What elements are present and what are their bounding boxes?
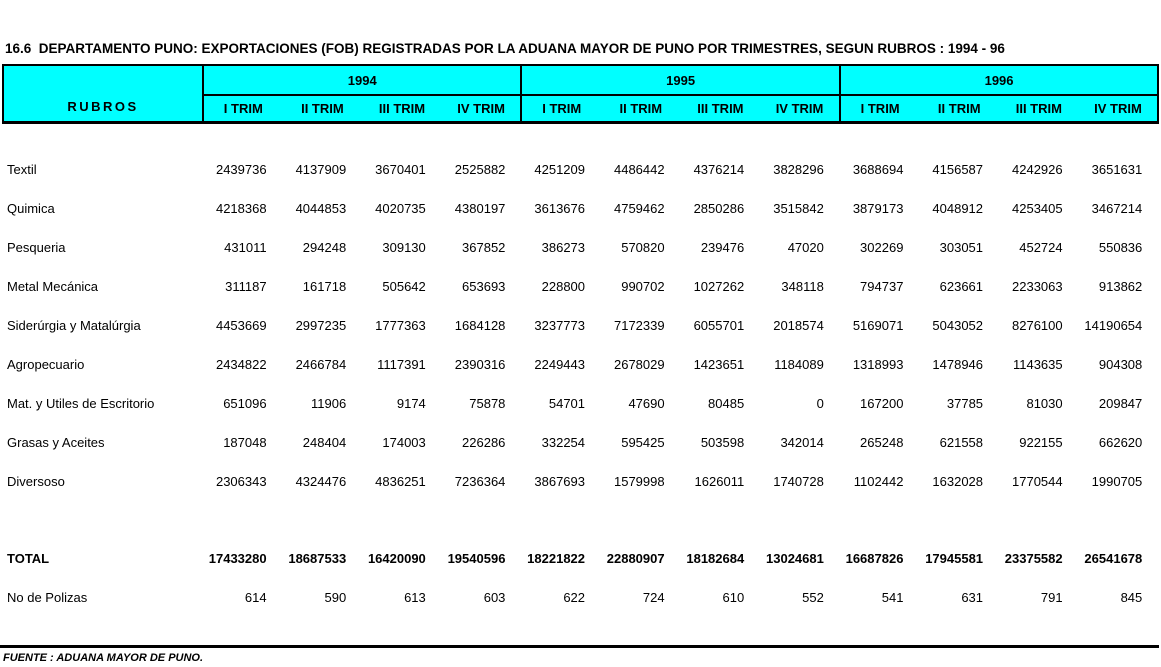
value-cell: 209847 xyxy=(1098,396,1143,411)
rubro-row xyxy=(3,189,1158,228)
value-cell: 342014 xyxy=(780,435,824,450)
rubro-row xyxy=(3,384,1158,423)
value-cell: 348118 xyxy=(781,279,824,294)
value-cell: 570820 xyxy=(621,240,665,255)
value-cell: 6055701 xyxy=(693,318,745,333)
value-cell: 9174 xyxy=(396,396,426,411)
value-cell: 4324476 xyxy=(295,474,347,489)
quarter-header-1996-4: IV TRIM xyxy=(1079,95,1159,122)
value-cell: 3828296 xyxy=(773,162,824,177)
value-cell: 18687533 xyxy=(288,551,347,566)
value-cell: 4242926 xyxy=(1012,162,1063,177)
row-label: Pesqueria xyxy=(7,240,66,255)
value-cell: 541 xyxy=(881,590,904,605)
value-cell: 248404 xyxy=(302,435,347,450)
value-cell: 226286 xyxy=(462,435,506,450)
value-cell: 5043052 xyxy=(932,318,984,333)
value-cell: 1318993 xyxy=(852,357,904,372)
value-cell: 631 xyxy=(961,590,984,605)
value-cell: 17945581 xyxy=(925,551,984,566)
value-cell: 54701 xyxy=(548,396,586,411)
value-cell: 431011 xyxy=(224,240,267,255)
value-cell: 14190654 xyxy=(1084,318,1143,333)
value-cell: 622 xyxy=(563,590,586,605)
quarter-header-1996-1: I TRIM xyxy=(840,95,920,122)
value-cell: 791 xyxy=(1040,590,1063,605)
value-cell: 13024681 xyxy=(766,551,824,566)
value-cell: 311187 xyxy=(225,279,267,294)
value-cell: 2306343 xyxy=(215,474,267,489)
row-label: Mat. y Utiles de Escritorio xyxy=(7,396,155,411)
value-cell: 623661 xyxy=(939,279,984,294)
value-cell: 303051 xyxy=(939,240,984,255)
rubro-row xyxy=(3,345,1158,384)
value-cell: 3879173 xyxy=(852,201,904,216)
value-cell: 386273 xyxy=(541,240,586,255)
value-cell: 19540596 xyxy=(447,551,506,566)
row-label: Grasas y Aceites xyxy=(7,435,105,450)
quarter-header-1994-1: I TRIM xyxy=(203,95,283,122)
value-cell: 75878 xyxy=(469,396,506,411)
value-cell: 174003 xyxy=(382,435,426,450)
value-cell: 4048912 xyxy=(932,201,984,216)
quarter-header-1995-1: I TRIM xyxy=(521,95,601,122)
rubros-column-header: RUBROS xyxy=(3,65,203,122)
value-cell: 603 xyxy=(483,590,506,605)
value-cell: 7236364 xyxy=(454,474,506,489)
value-cell: 47020 xyxy=(787,240,824,255)
value-cell: 1770544 xyxy=(1012,474,1063,489)
value-cell: 503598 xyxy=(700,435,745,450)
row-label: Agropecuario xyxy=(7,357,85,372)
value-cell: 4044853 xyxy=(295,201,347,216)
value-cell: 8276100 xyxy=(1012,318,1063,333)
value-cell: 3651631 xyxy=(1091,162,1143,177)
value-cell: 2997235 xyxy=(295,318,347,333)
value-cell: 4020735 xyxy=(375,201,426,216)
value-cell: 80485 xyxy=(708,396,745,411)
footer-divider xyxy=(0,645,1159,648)
quarter-header-1996-2: II TRIM xyxy=(919,95,999,122)
quarter-header-1995-3: III TRIM xyxy=(681,95,761,122)
value-cell: 913862 xyxy=(1098,279,1143,294)
value-cell: 1478946 xyxy=(932,357,984,372)
value-cell: 4376214 xyxy=(693,162,745,177)
rubro-row xyxy=(3,228,1158,267)
quarter-header-1995-2: II TRIM xyxy=(601,95,681,122)
value-cell: 1990705 xyxy=(1091,474,1143,489)
polizas-row xyxy=(3,578,1158,617)
value-cell: 167200 xyxy=(860,396,904,411)
year-header-1994: 1994 xyxy=(203,65,521,95)
value-cell: 4486442 xyxy=(613,162,665,177)
value-cell: 614 xyxy=(244,590,267,605)
value-cell: 2439736 xyxy=(215,162,267,177)
value-cell: 3670401 xyxy=(375,162,426,177)
value-cell: 550836 xyxy=(1098,240,1143,255)
table-body xyxy=(3,122,1158,617)
rubro-row xyxy=(3,423,1158,462)
value-cell: 1102442 xyxy=(853,474,904,489)
value-cell: 1626011 xyxy=(694,474,745,489)
value-cell: 845 xyxy=(1120,590,1143,605)
value-cell: 239476 xyxy=(700,240,745,255)
value-cell: 0 xyxy=(816,396,824,411)
value-cell: 505642 xyxy=(382,279,426,294)
value-cell: 37785 xyxy=(946,396,984,411)
footer-source-text: FUENTE : ADUANA MAYOR DE PUNO. xyxy=(3,652,204,664)
spacer-cell xyxy=(3,501,1158,539)
value-cell: 367852 xyxy=(462,240,506,255)
value-cell: 1117391 xyxy=(377,357,426,372)
value-cell: 4759462 xyxy=(613,201,665,216)
page-title-line1: 16.6 DEPARTAMENTO PUNO: EXPORTACIONES (FOB) REGISTRADAS POR LA ADUANA MAYOR DE PUNO POR TRIMESTRES, SEGUN RUBROS : 1994 - 96 xyxy=(5,41,1005,56)
row-label: TOTAL xyxy=(7,551,50,566)
value-cell: 2466784 xyxy=(295,357,347,372)
row-label: Quimica xyxy=(7,201,55,216)
value-cell: 651096 xyxy=(223,396,267,411)
value-cell: 1684128 xyxy=(454,318,506,333)
value-cell: 18182684 xyxy=(686,551,745,566)
value-cell: 332254 xyxy=(541,435,586,450)
value-cell: 1740728 xyxy=(773,474,824,489)
value-cell: 1777363 xyxy=(375,318,426,333)
value-cell: 22880907 xyxy=(606,551,665,566)
value-cell: 1632028 xyxy=(932,474,984,489)
value-cell: 4453669 xyxy=(215,318,267,333)
value-cell: 16420090 xyxy=(367,551,426,566)
value-cell: 4836251 xyxy=(375,474,426,489)
value-cell: 2249443 xyxy=(534,357,586,372)
value-cell: 2434822 xyxy=(215,357,267,372)
value-cell: 309130 xyxy=(382,240,426,255)
rubro-row xyxy=(3,462,1158,501)
value-cell: 161718 xyxy=(302,279,347,294)
value-cell: 2390316 xyxy=(454,357,506,372)
rubro-row xyxy=(3,306,1158,345)
table-header xyxy=(3,65,1158,122)
value-cell: 265248 xyxy=(860,435,904,450)
value-cell: 653693 xyxy=(462,279,506,294)
value-cell: 4251209 xyxy=(534,162,586,177)
value-cell: 4156587 xyxy=(932,162,984,177)
value-cell: 26541678 xyxy=(1084,551,1143,566)
year-header-1996: 1996 xyxy=(840,65,1158,95)
value-cell: 47690 xyxy=(628,396,665,411)
value-cell: 1027262 xyxy=(693,279,745,294)
value-cell: 452724 xyxy=(1019,240,1063,255)
value-cell: 16687826 xyxy=(845,551,904,566)
total-gap-row xyxy=(3,501,1158,539)
value-cell: 621558 xyxy=(939,435,984,450)
value-cell: 2678029 xyxy=(613,357,665,372)
value-cell: 595425 xyxy=(621,435,665,450)
value-cell: 3688694 xyxy=(852,162,904,177)
value-cell: 3613676 xyxy=(534,201,586,216)
row-label: Metal Mecánica xyxy=(7,279,99,294)
year-header-1995: 1995 xyxy=(521,65,839,95)
value-cell: 11906 xyxy=(311,396,347,411)
value-cell: 4218368 xyxy=(215,201,267,216)
total-row xyxy=(3,539,1158,578)
value-cell: 990702 xyxy=(621,279,665,294)
value-cell: 7172339 xyxy=(613,318,665,333)
value-cell: 4253405 xyxy=(1012,201,1063,216)
value-cell: 23375582 xyxy=(1004,551,1063,566)
value-cell: 3237773 xyxy=(534,318,586,333)
value-cell: 187048 xyxy=(223,435,267,450)
quarter-header-1995-4: IV TRIM xyxy=(760,95,840,122)
value-cell: 904308 xyxy=(1098,357,1143,372)
rubro-row xyxy=(3,150,1158,189)
value-cell: 1423651 xyxy=(693,357,745,372)
value-cell: 922155 xyxy=(1019,435,1063,450)
quarter-header-1994-2: II TRIM xyxy=(283,95,363,122)
value-cell: 794737 xyxy=(860,279,904,294)
value-cell: 4380197 xyxy=(454,201,506,216)
value-cell: 552 xyxy=(802,590,824,605)
header-gap-row xyxy=(3,122,1158,150)
spacer-cell xyxy=(3,122,1158,150)
value-cell: 2850286 xyxy=(693,201,745,216)
value-cell: 2018574 xyxy=(773,318,824,333)
value-cell: 613 xyxy=(404,590,426,605)
rubro-row xyxy=(3,267,1158,306)
row-label: Textil xyxy=(7,162,37,177)
value-cell: 610 xyxy=(722,590,745,605)
value-cell: 18221822 xyxy=(527,551,586,566)
value-cell: 2525882 xyxy=(454,162,506,177)
exports-table xyxy=(2,64,1159,617)
value-cell: 81030 xyxy=(1026,396,1063,411)
value-cell: 1143635 xyxy=(1012,357,1063,372)
value-cell: 302269 xyxy=(860,240,904,255)
row-label: Diversoso xyxy=(7,474,65,489)
value-cell: 228800 xyxy=(541,279,586,294)
value-cell: 1579998 xyxy=(613,474,665,489)
quarter-header-1994-3: III TRIM xyxy=(362,95,442,122)
value-cell: 17433280 xyxy=(208,551,267,566)
value-cell: 3867693 xyxy=(534,474,586,489)
value-cell: 4137909 xyxy=(295,162,347,177)
quarter-header-1996-3: III TRIM xyxy=(999,95,1079,122)
value-cell: 662620 xyxy=(1098,435,1143,450)
value-cell: 590 xyxy=(324,590,347,605)
row-label: No de Polizas xyxy=(7,590,88,605)
value-cell: 294248 xyxy=(302,240,347,255)
value-cell: 2233063 xyxy=(1012,279,1063,294)
row-label: Siderúrgia y Matalúrgia xyxy=(7,318,141,333)
quarter-header-1994-4: IV TRIM xyxy=(442,95,522,122)
year-header-row xyxy=(3,65,1158,95)
value-cell: 1184089 xyxy=(774,357,824,372)
value-cell: 5169071 xyxy=(852,318,904,333)
value-cell: 3467214 xyxy=(1091,201,1143,216)
value-cell: 724 xyxy=(642,590,665,605)
value-cell: 3515842 xyxy=(773,201,824,216)
